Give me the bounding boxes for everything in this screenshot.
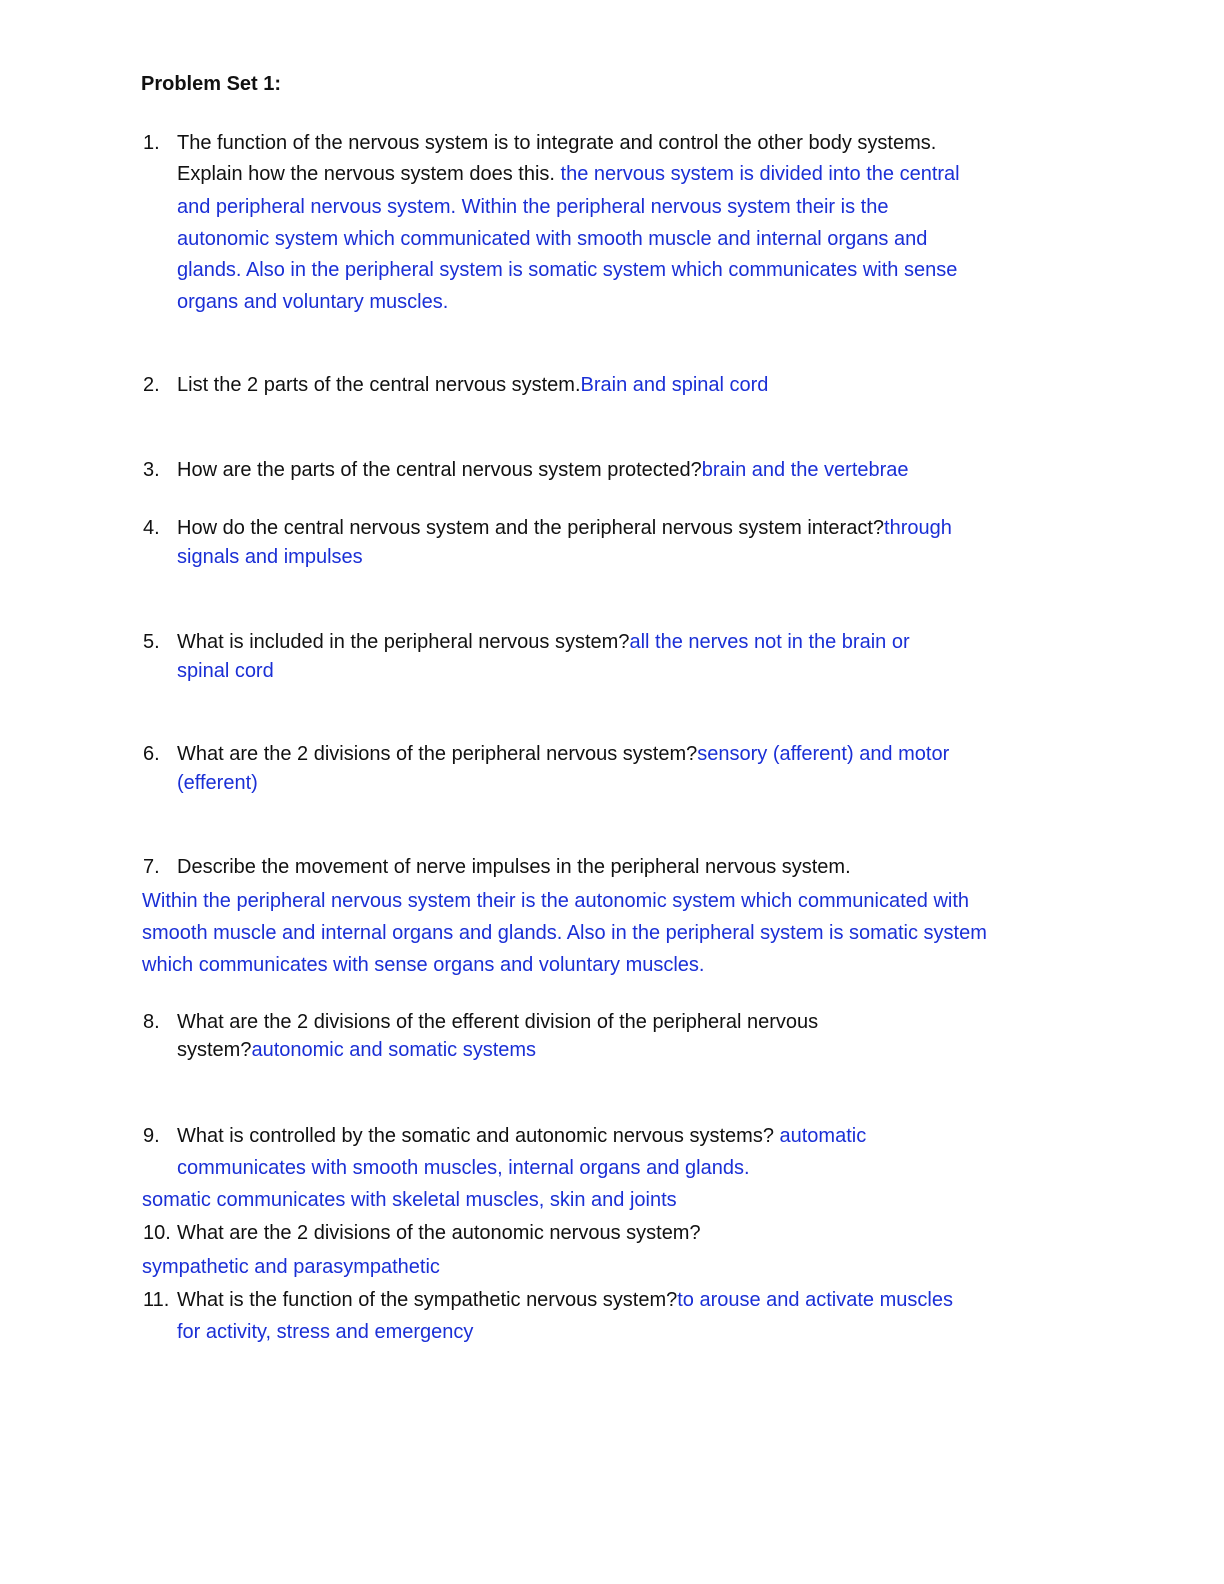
question-line xyxy=(177,257,957,283)
question-line xyxy=(177,226,927,252)
question-text: Describe the movement of nerve impulses in the peripheral nervous system. xyxy=(177,856,851,878)
answer-block-line: which communicates with sense organs and voluntary muscles. xyxy=(142,954,705,976)
question-text: How are the parts of the central nervous system protected? xyxy=(177,459,702,481)
question-text: How do the central nervous system and the peripheral nervous system interact? xyxy=(177,517,885,539)
question-line xyxy=(177,130,936,156)
question-line xyxy=(177,161,960,187)
question-text: system? xyxy=(177,1039,252,1061)
answer-block-line: smooth muscle and internal organs and glands. Also in the peripheral system is somatic system xyxy=(142,922,987,944)
question-line xyxy=(177,1009,818,1035)
answer-block-line: somatic communicates with skeletal muscles, skin and joints xyxy=(142,1189,677,1211)
question-line xyxy=(177,289,448,315)
question-line xyxy=(177,1220,701,1246)
answer-text: organs and voluntary muscles. xyxy=(177,291,449,313)
question-text: What are the 2 divisions of the efferent division of the peripheral nervous xyxy=(177,1011,819,1033)
answer-text: signals and impulses xyxy=(177,546,363,568)
answer-text: (efferent) xyxy=(177,772,258,794)
question-text: What are the 2 divisions of the autonomic nervous system? xyxy=(177,1222,701,1244)
question-line xyxy=(177,372,768,398)
answer-text: for activity, stress and emergency xyxy=(177,1321,474,1343)
answer-text: automatic xyxy=(779,1125,867,1147)
question-number: 8. xyxy=(143,1011,160,1033)
question-number: 6. xyxy=(143,743,160,765)
answer-text: to arouse and activate muscles xyxy=(677,1289,953,1311)
answer-text: autonomic system which communicated with smooth muscle and internal organs and xyxy=(177,228,928,250)
question-number: 7. xyxy=(143,856,160,878)
answer-text: spinal cord xyxy=(177,660,274,682)
answer-text: autonomic and somatic systems xyxy=(251,1039,537,1061)
answer-text: brain and the vertebrae xyxy=(701,459,909,481)
question-line xyxy=(177,544,363,570)
question-number: 1. xyxy=(143,132,160,154)
question-number: 3. xyxy=(143,459,160,481)
question-line xyxy=(177,457,909,483)
question-line xyxy=(177,770,258,796)
question-text: Explain how the nervous system does this. xyxy=(177,163,555,185)
question-text: What is included in the peripheral nervous system? xyxy=(177,631,630,653)
question-number: 10. xyxy=(143,1222,171,1244)
answer-text: Brain and spinal cord xyxy=(580,374,769,396)
question-line xyxy=(177,1123,866,1149)
question-line xyxy=(177,741,949,767)
question-line xyxy=(177,1319,473,1345)
answer-text: through xyxy=(884,517,952,539)
question-line xyxy=(177,1155,750,1181)
question-number: 5. xyxy=(143,631,160,653)
question-number: 11. xyxy=(143,1289,170,1311)
answer-text: and peripheral nervous system. Within the peripheral nervous system their is the xyxy=(177,196,889,218)
question-text: What is the function of the sympathetic nervous system? xyxy=(177,1289,678,1311)
answer-text: the nervous system is divided into the central xyxy=(554,163,960,185)
question-line xyxy=(177,194,888,220)
answer-block-line: Within the peripheral nervous system their is the autonomic system which communicated with xyxy=(142,890,970,912)
question-line xyxy=(177,1037,536,1063)
answer-text: communicates with smooth muscles, internal organs and glands. xyxy=(177,1157,750,1179)
question-line xyxy=(177,515,952,541)
answer-text: glands. Also in the peripheral system is somatic system which communicates with sense xyxy=(177,259,958,281)
question-text: The function of the nervous system is to integrate and control the other body systems. xyxy=(177,132,937,154)
question-text: What is controlled by the somatic and autonomic nervous systems? xyxy=(177,1125,780,1147)
page-title: Problem Set 1: xyxy=(141,73,282,95)
question-text: What are the 2 divisions of the peripheral nervous system? xyxy=(177,743,698,765)
answer-text: all the nerves not in the brain or xyxy=(629,631,910,653)
question-number: 2. xyxy=(143,374,160,396)
question-line xyxy=(177,854,851,880)
question-line xyxy=(177,1287,953,1313)
question-line xyxy=(177,629,910,655)
answer-text: sensory (afferent) and motor xyxy=(697,743,950,765)
question-number: 4. xyxy=(143,517,160,539)
question-text: List the 2 parts of the central nervous system. xyxy=(177,374,581,396)
question-number: 9. xyxy=(143,1125,160,1147)
question-line xyxy=(177,658,274,684)
answer-block-line: sympathetic and parasympathetic xyxy=(142,1256,440,1278)
